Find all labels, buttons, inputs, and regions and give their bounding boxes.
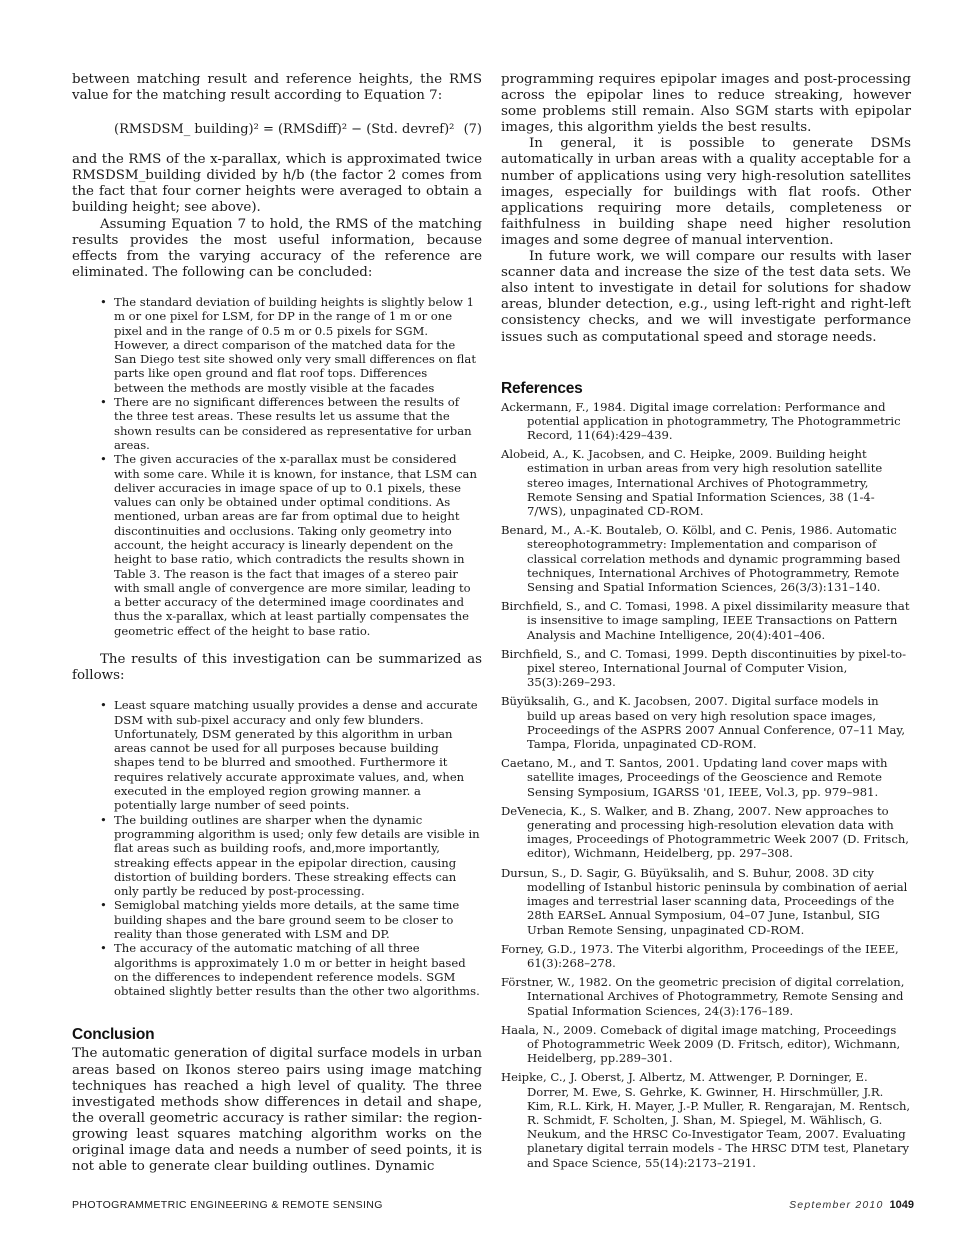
list-item: • Least square matching usually provides a dense and accurate DSM with sub-pixel accuracy and only few blunders. Unfortunately, DSM generated by this algorithm in urban areas cannot be used for all purposes because building shapes tend to be blurred and smoothed. Furthermore it requires relatively accurate approximate values, and, when executed in the employed region growing manner. a potentially large number of seed points. <box>72 698 482 812</box>
paragraph: Assuming Equation 7 to hold, the RMS of the matching results provides the most useful information, because effects from the varying accuracy of the reference are eliminated. The following can be concluded: <box>72 216 482 280</box>
list-item: • Semiglobal matching yields more details, at the same time building shapes and the bare ground seem to be closer to reality than those generated with LSM and DP. <box>72 898 482 941</box>
paragraph: between matching result and reference heights, the RMS value for the matching result according to Equation 7: <box>72 72 482 104</box>
equation-number: (7) <box>463 122 482 138</box>
footer-date: September 2010 <box>789 1199 884 1211</box>
conclusion-paragraph: The automatic generation of digital surface models in urban areas based on Ikonos stereo pairs using image matching techniques has reached a high level of quality. The three investigated methods show differences in detail and shape, the overall geometric accuracy is rather similar: the region-growing least squares matching algorithm works on the original image data and needs a number of seed points, it is not able to generate clear building outlines. Dynamic <box>72 1046 482 1175</box>
conclusion-heading: Conclusion <box>72 1026 155 1044</box>
reference-item: Birchfield, S., and C. Tomasi, 1999. Depth discontinuities by pixel-to-pixel stereo, International Journal of Computer Vision, 35(3):269–293. <box>501 646 906 690</box>
reference-item: Alobeid, A., K. Jacobsen, and C. Heipke, 2009. Building height estimation in urban areas from very high resolution satellite stereo images, International Archives of Photogrammetry, Remote Sensing and Spatial Information Sciences, 38 (1-4-7/WS), unpaginated CD-ROM. <box>501 447 883 519</box>
paragraph: In future work, we will compare our results with laser scanner data and increase the size of the test data sets. We also intent to investigate in detail for solutions for shadow areas, blunder detection, e.g., using left-right and right-left consistency checks, and we will investigate performance issues such as computational speed and storage needs. <box>501 249 911 345</box>
list-item: • The accuracy of the automatic matching of all three algorithms is approximately 1.0 m or better in height based on the differences to independent reference models. SGM obtained slightly better results than the other two algorithms. <box>72 941 482 998</box>
summary-list <box>72 698 482 998</box>
reference-item: Heipke, C., J. Oberst, J. Albertz, M. Attwenger, P. Dorninger, E. Dorrer, M. Ewe, S. Gehrke, K. Gwinner, H. Hirschmüller, J.R. Kim, R.L. Kirk, H. Mayer, J.-P. Muller, R. Rengarajan, M. Rentsch, R. Schmidt, F. Scholten, J. Shan, M. Spiegel, M. Wählisch, G. Neukum, and the HRSC Co-Investigator Team, 2007. Evaluating planetary digital terrain models - The HRSC DTM test, Planetary and Space Science, 55(14):2173–2191. <box>501 1070 911 1170</box>
reference-item: Benard, M., A.-K. Boutaleb, O. Kölbl, and C. Penis, 1986. Automatic stereophotogrammetry: Implementation and comparison of classical correlation methods and dynamic programming based techniques, International Archives of Photogrammetry, Remote Sensing and Spatial Information Sciences, 26(3/3):131–140. <box>501 523 901 595</box>
reference-item: Büyüksalih, G., and K. Jacobsen, 2007. Digital surface models in build up areas based on very high resolution space images, Proceedings of the ASPRS 2007 Annual Conference, 07–11 May, Tampa, Florida, unpaginated CD-ROM. <box>501 694 906 752</box>
list-item: • There are no significant differences between the results of the three test areas. These results let us assume that the shown results can be considered as representative for urban areas. <box>72 395 482 452</box>
list-item: • The building outlines are sharper when the dynamic programming algorithm is used; only few details are visible in flat areas such as building roofs, and,more importantly, streaking effects appear in the epipolar direction, causing distortion of building borders. These streaking effects can only partly be reduced by post-processing. <box>72 813 482 899</box>
paragraph: The results of this investigation can be summarized as follows: <box>72 652 482 684</box>
paragraph: and the RMS of the x-parallax, which is approximated twice RMSDSM_building divided by h/b (the factor 2 comes from the fact that four corner heights were averaged to obtain a building height; see above). <box>72 152 482 216</box>
list-item: • The standard deviation of building heights is slightly below 1 m or one pixel for LSM, for DP in the range of 1 m or one pixel and in the range of 0.5 m or 0.5 pixels for SGM. However, a direct comparison of the matched data for the San Diego test site showed only very small differences on flat parts like open ground and flat roof tops. Differences between the methods are mostly visible at the facades <box>72 295 482 395</box>
findings-list <box>72 295 482 638</box>
reference-item: Haala, N., 2009. Comeback of digital image matching, Proceedings of Photogrammetric Week 2009 (D. Fritsch, editor), Wichmann, Heidelberg, pp.289–301. <box>501 1022 901 1066</box>
paragraph: programming requires epipolar images and post-processing across the epipolar lines to reduce streaking, however some problems still remain. Also SGM starts with epipolar images, this algorithm yields the best results. <box>501 72 911 136</box>
footer-journal-name: PHOTOGRAMMETRIC ENGINEERING & REMOTE SENSING <box>72 1199 383 1211</box>
reference-list <box>501 400 911 1170</box>
left-column <box>72 72 482 1175</box>
footer-right <box>789 1199 914 1211</box>
equation-body: (RMSDSM_ building)² = (RMSdiff)² − (Std. devref)² <box>114 122 455 138</box>
right-column <box>501 72 911 1175</box>
reference-item: Ackermann, F., 1984. Digital image correlation: Performance and potential application in photogrammetry, The Photogrammetric Record, 11(64):429–439. <box>501 399 901 442</box>
list-item: • The given accuracies of the x-parallax must be considered with some care. While it is known, for instance, that LSM can deliver accuracies in image space of up to 0.1 pixels, these values can only be obtained under optimal conditions. As mentioned, urban areas are far from optimal due to height discontinuities and occlusions. Taking only geometry into account, the height accuracy is linearly dependent on the height to base ratio, which contradicts the results shown in Table 3. The reason is the fact that images of a stereo pair with small angle of convergence are more similar, leading to a better accuracy of the determined image coordinates and thus the x-parallax, which at least partially compensates the geometric effect of the height to base ratio. <box>72 452 482 638</box>
equation-7 <box>72 122 482 138</box>
references-heading: References <box>501 379 583 397</box>
reference-item: Dursun, S., D. Sagir, G. Büyüksalih, and S. Buhur, 2008. 3D city modelling of Istanbul historic peninsula by combination of aerial images and terrestrial laser scanning data, Proceedings of the 28th EARSeL Annual Symposium, 04–07 June, Istanbul, SIG Urban Remote Sensing, unpaginated CD-ROM. <box>501 865 908 937</box>
reference-item: DeVenecia, K., S. Walker, and B. Zhang, 2007. New approaches to generating and processing high-resolution elevation data with images, Proceedings of Photogrammetric Week 2007 (D. Fritsch, editor), Wichmann, Heidelberg, pp. 297–308. <box>501 803 909 861</box>
paragraph: In general, it is possible to generate DSMs automatically in urban areas with a quality acceptable for a number of applications using very high-resolution satellites images, especially for buildings with flat roofs. Other applications requiring more details, completeness or faithfulness in building shape need higher resolution images and some degree of manual intervention. <box>501 136 911 248</box>
reference-item: Forney, G.D., 1973. The Viterbi algorithm, Proceedings of the IEEE, 61(3):268–278. <box>501 941 899 970</box>
reference-item: Caetano, M., and T. Santos, 2001. Updating land cover maps with satellite images, Proceedings of the Geoscience and Remote Sensing Symposium, IGARSS '01, IEEE, Vol.3, pp. 979–981. <box>501 756 888 799</box>
page-number: 1049 <box>889 1199 914 1211</box>
reference-item: Birchfield, S., and C. Tomasi, 1998. A pixel dissimilarity measure that is insensitive to image sampling, IEEE Transactions on Pattern Analysis and Machine Intelligence, 20(4):401–406. <box>501 599 910 642</box>
reference-item: Förstner, W., 1982. On the geometric precision of digital correlation, International Archives of Photogrammetry, Remote Sensing and Spatial Information Sciences, 24(3):176–189. <box>501 975 905 1018</box>
